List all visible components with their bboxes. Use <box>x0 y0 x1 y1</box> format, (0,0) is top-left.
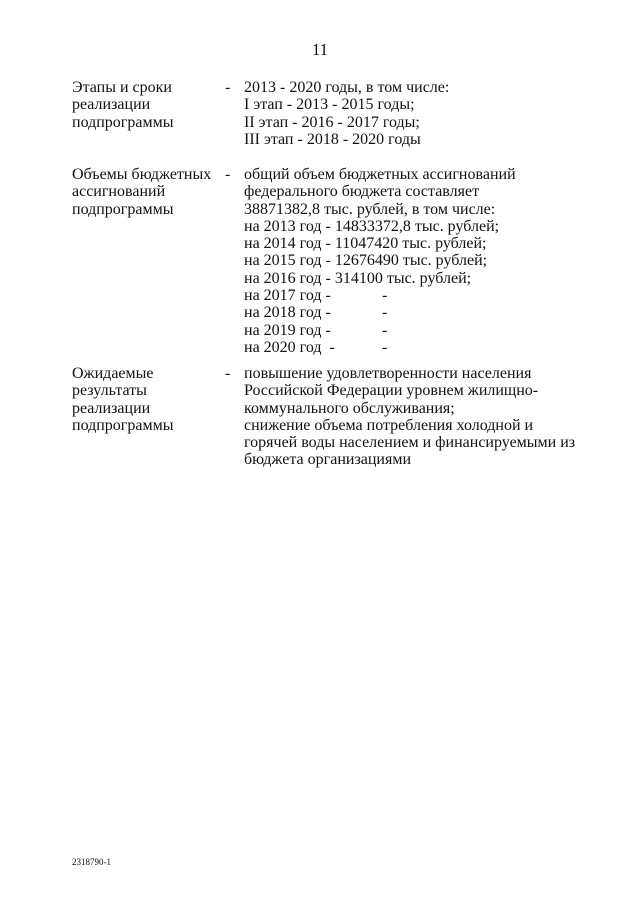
section-stages-content <box>244 79 574 148</box>
section-results-label <box>72 365 222 434</box>
label-line: подпрограммы <box>72 113 174 131</box>
section-results-dash: - <box>225 365 231 382</box>
content-line: I этап - 2013 - 2015 годы; <box>244 96 415 114</box>
content-line: повышение удовлетворенности населения <box>244 365 532 382</box>
label-line: реализации <box>72 399 151 417</box>
label-line: подпрограммы <box>72 416 174 434</box>
label-line: Объемы бюджетных <box>72 166 212 183</box>
label-line: результаты <box>72 382 147 400</box>
content-line: бюджета организациями <box>244 451 412 469</box>
section-results-content <box>244 365 574 469</box>
content-line: 2013 - 2020 годы, в том числе: <box>244 79 450 96</box>
content-line: снижение объема потребления холодной и <box>244 416 534 434</box>
document-code: 2318790-1 <box>72 857 111 867</box>
empty-year-line <box>244 322 574 339</box>
content-line: коммунального обслуживания; <box>244 399 455 417</box>
content-line: Российской Федерации уровнем жилищно- <box>244 382 539 400</box>
empty-year-line <box>244 304 574 321</box>
label-line: реализации <box>72 96 151 114</box>
section-stages-label <box>72 79 222 131</box>
label-line: ассигнований <box>72 183 166 201</box>
label-line: Этапы и сроки <box>72 79 172 96</box>
content-line: на 2013 год - 14833372,8 тыс. рублей; <box>244 217 500 235</box>
content-line: на 2016 год - 314100 тыс. рублей; <box>244 269 472 287</box>
empty-year-text: на 2020 год - <box>244 338 335 356</box>
empty-year-text: на 2019 год - <box>244 321 331 339</box>
section-budget-dash: - <box>225 166 231 183</box>
section-budget-content <box>244 166 574 356</box>
content-line: 38871382,8 тыс. рублей, в том числе: <box>244 200 496 218</box>
empty-year-text: на 2017 год - <box>244 287 331 305</box>
empty-year-line <box>244 287 574 304</box>
empty-year-text: на 2018 год - <box>244 304 331 322</box>
content-line: общий объем бюджетных ассигнований <box>244 166 516 183</box>
content-line: II этап - 2016 - 2017 годы; <box>244 113 420 131</box>
empty-year-dash: - <box>382 304 388 322</box>
content-line: III этап - 2018 - 2020 годы <box>244 130 421 148</box>
empty-year-line <box>244 339 574 356</box>
content-line: горячей воды населением и финансируемыми из <box>244 434 576 452</box>
empty-year-dash: - <box>382 287 388 305</box>
label-line: Ожидаемые <box>72 365 154 382</box>
section-stages-dash: - <box>225 79 231 96</box>
empty-year-dash: - <box>382 321 388 339</box>
content-line: на 2015 год - 12676490 тыс. рублей; <box>244 252 488 270</box>
page-number: 11 <box>311 40 329 59</box>
label-line: подпрограммы <box>72 200 174 218</box>
content-line: федерального бюджета составляет <box>244 183 480 201</box>
section-budget-label <box>72 166 222 218</box>
empty-year-dash: - <box>382 338 388 356</box>
content-line: на 2014 год - 11047420 тыс. рублей; <box>244 235 487 253</box>
